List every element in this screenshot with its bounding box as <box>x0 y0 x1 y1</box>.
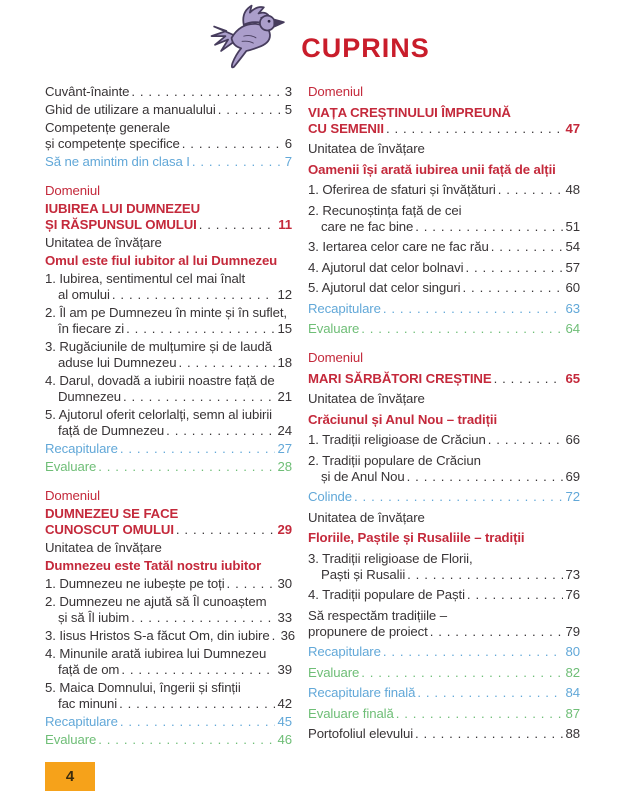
toc-entry-text: și de Anul Nou <box>321 468 405 484</box>
toc-entry-text: al omului <box>58 287 110 302</box>
toc-entry-text: Să respectăm tradițiile – <box>308 607 447 623</box>
dove-icon <box>205 3 293 71</box>
dot-leader <box>407 567 562 583</box>
dot-leader <box>126 321 274 337</box>
page-ref: 5 <box>284 102 292 117</box>
dot-leader <box>121 662 274 678</box>
toc-entry-text: 4. Minunile arată iubirea lui Dumnezeu <box>45 646 267 661</box>
dot-leader <box>120 714 275 730</box>
toc-entry-line <box>45 217 292 233</box>
toc-entry-line <box>308 453 580 469</box>
dot-leader <box>386 121 563 137</box>
dot-leader <box>417 685 562 701</box>
dot-leader <box>131 610 274 626</box>
toc-entry-text: Colinde <box>308 489 353 504</box>
toc-entry-text: 1. Oferirea de sfaturi și învățături <box>308 182 496 197</box>
toc-entry-line <box>45 271 292 287</box>
page-ref: 24 <box>277 423 292 438</box>
toc-entry <box>45 407 292 439</box>
toc-entry-line <box>45 540 292 556</box>
toc-entry-line <box>308 162 580 178</box>
toc-entry-line <box>45 201 292 217</box>
toc-entry-line <box>45 576 292 592</box>
dot-leader <box>494 371 563 387</box>
toc-entry-line <box>45 558 292 574</box>
toc-entry <box>45 714 292 730</box>
toc-entry-text: 4. Darul, dovadă a iubirii noastre față de <box>45 373 275 388</box>
dot-leader <box>176 522 275 538</box>
dot-leader <box>98 732 274 748</box>
toc-entry-text: Paști și Rusalii <box>321 566 406 582</box>
toc-entry-line <box>308 371 580 387</box>
page-ref: 28 <box>277 459 292 474</box>
toc-entry-line <box>45 235 292 251</box>
toc-entry-text: 2. Îl am pe Dumnezeu în minte și în suflet, <box>45 305 287 320</box>
toc-entry <box>308 685 580 701</box>
toc-entry <box>308 203 580 235</box>
toc-entry <box>308 453 580 485</box>
toc-entry-text: Omul este fiul iubitor al lui Dumnezeu <box>45 253 278 268</box>
toc-entry-text: Crăciunul și Anul Nou – tradiții <box>308 411 498 427</box>
toc-entry-text: Să ne amintim din clasa I <box>45 154 190 169</box>
toc-entry-line <box>308 587 580 603</box>
toc-entry <box>45 271 292 303</box>
toc-entry-text: Domeniul <box>308 350 363 365</box>
toc-entry-text: 3. Rugăciunile de mulțumire și de laudă <box>45 339 273 354</box>
dot-leader <box>383 301 563 317</box>
toc-entry <box>308 301 580 317</box>
page-ref: 51 <box>565 218 580 234</box>
toc-entry-line <box>45 646 292 662</box>
page-ref: 88 <box>565 726 580 741</box>
page-ref: 64 <box>565 321 580 336</box>
toc-entry-line <box>45 610 292 626</box>
dot-leader <box>120 441 275 457</box>
header <box>0 0 635 78</box>
toc-entry <box>45 120 292 152</box>
page-ref: 11 <box>278 217 292 232</box>
toc-entry <box>45 201 292 233</box>
toc-entry-text: 3. Iisus Hristos S-a făcut Om, din iubire <box>45 628 270 643</box>
page-ref: 7 <box>284 154 292 169</box>
toc-entry <box>308 665 580 681</box>
dot-leader <box>396 706 563 722</box>
dot-leader <box>166 423 274 439</box>
page-ref: 65 <box>565 370 580 386</box>
toc-entry-line <box>308 530 580 546</box>
toc-entry <box>308 141 580 157</box>
page-ref: 54 <box>565 239 580 254</box>
toc-entry-text: Recapitulare finală <box>308 685 416 700</box>
toc-entry <box>308 412 580 428</box>
toc-entry-line <box>308 350 580 366</box>
toc-entry-text: Floriile, Paștile și Rusaliile – tradiții <box>308 530 525 545</box>
toc-entry-line <box>308 551 580 567</box>
dot-leader <box>131 84 281 100</box>
toc-entry-line <box>308 432 580 448</box>
toc-entry-line <box>308 239 580 255</box>
dot-leader <box>354 489 563 505</box>
toc-entry-text: 4. Tradiții populare de Paști <box>308 587 465 602</box>
toc-entry <box>308 321 580 337</box>
page-ref: 69 <box>565 468 580 484</box>
toc-entry-text: fac minuni <box>58 696 118 711</box>
toc-entry <box>308 105 580 137</box>
toc-entry-text: Portofoliul elevului <box>308 726 414 741</box>
toc-entry-line <box>308 203 580 219</box>
page-ref: 82 <box>565 664 580 680</box>
toc-entry-text: Evaluare <box>308 321 360 336</box>
page-ref: 63 <box>565 300 580 316</box>
toc-entry <box>45 441 292 457</box>
toc-entry-line <box>308 685 580 701</box>
dot-leader <box>488 432 563 448</box>
toc-entry-line <box>308 665 580 681</box>
toc-entry <box>308 706 580 722</box>
toc-column-left <box>45 84 296 750</box>
toc-entry <box>308 239 580 255</box>
toc-entry-line <box>45 506 292 522</box>
toc-entry <box>308 84 580 100</box>
toc-entry-text: 1. Tradiții religioase de Crăciun <box>308 432 486 447</box>
toc-entry <box>45 373 292 405</box>
toc-entry-text: aduse lui Dumnezeu <box>58 355 177 370</box>
page-ref: 39 <box>277 662 292 677</box>
toc-entry-line <box>45 714 292 730</box>
toc-entry <box>45 506 292 538</box>
toc-entry <box>308 391 580 407</box>
toc-entry-line <box>308 469 580 485</box>
toc-entry <box>308 162 580 178</box>
toc-entry-line <box>45 136 292 152</box>
toc-entry <box>45 680 292 712</box>
toc-entry <box>45 594 292 626</box>
toc-entry-text: Unitatea de învățare <box>308 141 425 156</box>
toc-entry-line <box>45 732 292 748</box>
toc-entry-text: 2. Recunoștința față de cei <box>308 202 462 218</box>
toc-entry-text: Unitatea de învățare <box>308 509 425 525</box>
toc-entry-text: Ghid de utilizare a manualului <box>45 102 216 117</box>
toc-entry-line <box>45 339 292 355</box>
toc-entry <box>45 540 292 556</box>
dot-leader <box>361 321 562 337</box>
page-ref: 80 <box>565 644 580 659</box>
toc-entry-line <box>45 459 292 475</box>
toc-entry <box>308 280 580 296</box>
dot-leader <box>98 459 274 475</box>
toc-entry-line <box>45 423 292 439</box>
dot-leader <box>218 102 282 118</box>
dot-leader <box>178 355 274 371</box>
page-ref: 48 <box>565 182 580 197</box>
page-ref: 84 <box>565 685 580 700</box>
toc-entry <box>308 350 580 366</box>
toc-entry-line <box>45 662 292 678</box>
page-ref: 87 <box>565 705 580 721</box>
dot-leader <box>361 665 562 681</box>
toc-entry-line <box>308 510 580 526</box>
toc-entry-line <box>308 726 580 742</box>
toc-entry <box>45 84 292 100</box>
toc-entry <box>308 489 580 505</box>
page-ref: 27 <box>277 441 292 456</box>
toc-entry-text: propunere de proiect <box>308 623 428 639</box>
toc-entry-text: Evaluare <box>308 664 360 680</box>
toc-entry-line <box>45 84 292 100</box>
toc-entry-text: 5. Ajutorul oferit celorlalți, semn al iubirii <box>45 407 273 422</box>
page-ref: 42 <box>277 696 292 711</box>
dot-leader <box>465 260 562 276</box>
toc-entry-text: Domeniul <box>45 488 100 503</box>
toc-entry <box>308 587 580 603</box>
toc-entry-line <box>308 567 580 583</box>
page-ref: 46 <box>277 732 292 747</box>
toc-columns <box>45 84 580 750</box>
dot-leader <box>192 154 282 170</box>
page-ref: 72 <box>565 489 580 504</box>
toc-entry-line <box>45 305 292 321</box>
toc-entry-text: Evaluare <box>45 459 97 474</box>
toc-entry-line <box>308 301 580 317</box>
toc-entry-line <box>45 321 292 337</box>
toc-entry <box>45 305 292 337</box>
dot-leader <box>430 624 563 640</box>
toc-entry <box>308 510 580 526</box>
toc-entry-text: față de om <box>58 662 120 677</box>
page-ref: 12 <box>277 287 292 302</box>
toc-entry-text: care ne fac bine <box>321 218 414 234</box>
toc-entry-text: Unitatea de învățare <box>45 540 162 555</box>
toc-entry <box>308 530 580 546</box>
toc-entry-line <box>308 412 580 428</box>
dot-leader <box>498 182 563 198</box>
toc-entry-text: IUBIREA LUI DUMNEZEU <box>45 201 201 216</box>
toc-entry-line <box>45 696 292 712</box>
dot-leader <box>415 219 562 235</box>
toc-entry-line <box>308 644 580 660</box>
toc-entry-line <box>308 706 580 722</box>
toc-entry <box>45 183 292 199</box>
toc-entry-text: Evaluare finală <box>308 705 394 721</box>
toc-entry-text: CU SEMENII <box>308 120 384 136</box>
toc-entry <box>45 576 292 592</box>
page-ref: 57 <box>565 259 580 275</box>
page-ref: 6 <box>284 136 292 151</box>
page-number-badge: 4 <box>45 762 95 791</box>
toc-entry-text: Recapitulare <box>308 644 381 659</box>
toc-entry-text: față de Dumnezeu <box>58 423 165 438</box>
toc-entry <box>45 628 296 644</box>
toc-entry-line <box>308 321 580 337</box>
toc-entry-line <box>45 522 292 538</box>
page-ref: 21 <box>277 389 292 404</box>
toc-entry-text: 2. Dumnezeu ne ajută să Îl cunoaștem <box>45 594 267 609</box>
toc-entry-text: ȘI RĂSPUNSUL OMULUI <box>45 217 197 232</box>
toc-entry-text: 1. Dumnezeu ne iubește pe toți <box>45 576 225 591</box>
toc-entry-text: Recapitulare <box>308 300 381 316</box>
toc-entry-text: Unitatea de învățare <box>45 235 162 250</box>
toc-entry-line <box>45 183 292 199</box>
toc-entry-text: Dumnezeu este Tatăl nostru iubitor <box>45 558 262 573</box>
toc-entry-line <box>45 680 292 696</box>
toc-entry <box>45 459 292 475</box>
toc-entry-line <box>45 355 292 371</box>
page-ref: 33 <box>277 610 292 625</box>
toc-entry <box>45 646 292 678</box>
toc-entry <box>45 732 292 748</box>
toc-entry-text: VIAȚA CREȘTINULUI ÎMPREUNĂ <box>308 104 511 120</box>
toc-entry-text: Dumnezeu <box>58 389 121 404</box>
toc-entry-line <box>308 121 580 137</box>
toc-entry-line <box>45 407 292 423</box>
toc-entry-line <box>308 182 580 198</box>
toc-entry-line <box>308 260 580 276</box>
toc-entry-text: Oamenii își arată iubirea unii față de alții <box>308 161 556 177</box>
page-ref: 79 <box>565 623 580 639</box>
toc-entry-text: Recapitulare <box>45 441 118 456</box>
toc-entry-text: 1. Iubirea, sentimentul cel mai înalt <box>45 271 246 286</box>
page-ref: 29 <box>277 522 292 537</box>
toc-entry-line <box>45 154 292 170</box>
toc-entry-line <box>45 389 292 405</box>
toc-entry-line <box>308 141 580 157</box>
toc-entry <box>308 726 580 742</box>
dot-leader <box>415 726 563 742</box>
toc-entry <box>308 432 580 448</box>
toc-entry-line <box>45 441 292 457</box>
toc-entry-line <box>45 287 292 303</box>
toc-entry-text: 5. Maica Domnului, îngerii și sfinții <box>45 680 241 695</box>
page-ref: 15 <box>277 321 292 336</box>
dot-leader <box>467 587 563 603</box>
toc-entry <box>308 371 580 387</box>
toc-entry <box>45 488 292 504</box>
page-ref: 18 <box>277 355 292 370</box>
page-ref: 66 <box>565 432 580 447</box>
toc-entry-text: Unitatea de învățare <box>308 391 425 406</box>
dot-leader <box>463 280 563 296</box>
toc-entry-text: în fiecare zi <box>58 321 125 336</box>
dot-leader <box>272 628 278 644</box>
toc-entry-text: 4. Ajutorul dat celor bolnavi <box>308 259 464 275</box>
toc-entry-line <box>45 120 292 136</box>
toc-entry-line <box>308 219 580 235</box>
page-ref: 3 <box>284 84 292 99</box>
page-ref: 73 <box>565 566 580 582</box>
dot-leader <box>227 576 275 592</box>
toc-entry-line <box>45 253 292 269</box>
toc-entry <box>308 644 580 660</box>
toc-entry <box>45 235 292 251</box>
toc-entry <box>45 558 292 574</box>
toc-entry-text: Recapitulare <box>45 714 118 729</box>
page-ref: 45 <box>277 714 292 729</box>
toc-entry-text: CUNOSCUT OMULUI <box>45 522 174 537</box>
toc-entry-line <box>308 489 580 505</box>
toc-entry-text: și să Îl iubim <box>58 610 130 625</box>
toc-entry-line <box>308 391 580 407</box>
toc-entry-line <box>308 280 580 296</box>
page-ref: 36 <box>280 628 296 643</box>
dot-leader <box>407 469 563 485</box>
page-ref: 76 <box>565 587 580 602</box>
toc-entry <box>308 260 580 276</box>
toc-entry-text: 3. Tradiții religioase de Florii, <box>308 550 473 566</box>
toc-entry-text: Cuvânt-înainte <box>45 84 130 99</box>
toc-entry-text: 5. Ajutorul dat celor singuri <box>308 280 461 295</box>
page-ref: 60 <box>565 280 580 295</box>
toc-entry-line <box>308 105 580 121</box>
page-ref: 47 <box>565 120 580 136</box>
toc-entry-line <box>45 628 296 644</box>
toc-entry-text: Domeniul <box>308 84 363 99</box>
toc-entry <box>308 608 580 640</box>
toc-entry-line <box>308 608 580 624</box>
toc-entry-line <box>308 624 580 640</box>
toc-entry <box>308 551 580 583</box>
toc-entry-line <box>45 488 292 504</box>
dot-leader <box>383 644 563 660</box>
dot-leader <box>182 136 282 152</box>
toc-entry-text: și competențe specifice <box>45 136 180 151</box>
toc-entry-text: Domeniul <box>45 183 100 198</box>
dot-leader <box>199 217 276 233</box>
toc-entry-line <box>45 102 292 118</box>
toc-entry-text: DUMNEZEU SE FACE <box>45 506 179 521</box>
dot-leader <box>119 696 274 712</box>
toc-entry <box>45 253 292 269</box>
toc-entry-text: 3. Iertarea celor care ne fac rău <box>308 239 489 254</box>
dot-leader <box>123 389 275 405</box>
page-title: CUPRINS <box>301 33 430 63</box>
dot-leader <box>112 287 275 303</box>
toc-column-right <box>308 84 580 750</box>
page-ref: 30 <box>277 576 292 591</box>
toc-entry <box>45 102 292 118</box>
toc-entry-text: Competențe generale <box>45 120 170 135</box>
toc-entry-line <box>45 594 292 610</box>
toc-entry <box>45 339 292 371</box>
toc-entry-line <box>45 373 292 389</box>
toc-entry-text: Evaluare <box>45 732 97 747</box>
toc-entry <box>45 154 292 170</box>
toc-entry <box>308 182 580 198</box>
toc-entry-text: MARI SĂRBĂTORI CREȘTINE <box>308 370 492 386</box>
toc-entry-text: 2. Tradiții populare de Crăciun <box>308 452 481 468</box>
dot-leader <box>491 239 563 255</box>
toc-entry-line <box>308 84 580 100</box>
